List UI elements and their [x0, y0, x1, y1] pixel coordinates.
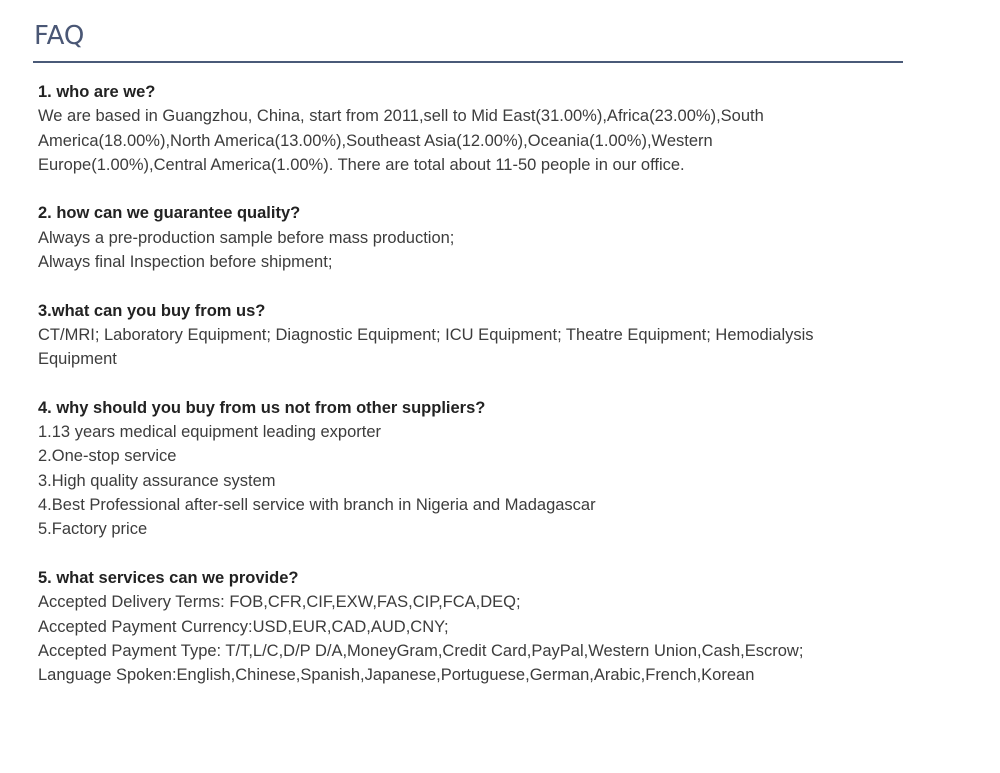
faq-question: 2. how can we guarantee quality?	[38, 204, 301, 223]
faq-answer-line: Always final Inspection before shipment;	[38, 253, 333, 272]
faq-item-quality	[38, 201, 903, 274]
faq-answer-line: CT/MRI; Laboratory Equipment; Diagnostic Equipment; ICU Equipment; Theatre Equipment; Hemodialysis	[38, 325, 814, 344]
faq-answer-line: Europe(1.00%),Central America(1.00%). There are total about 11-50 people in our office.	[38, 155, 685, 174]
faq-answer-line: Always a pre-production sample before mass production;	[38, 228, 455, 247]
faq-answer-line: 2.One-stop service	[38, 447, 177, 466]
faq-question: 1. who are we?	[38, 83, 156, 101]
faq-list	[33, 63, 903, 687]
faq-item-services	[38, 566, 903, 687]
page-title: FAQ	[34, 21, 85, 51]
faq-answer-line: 1.13 years medical equipment leading exporter	[38, 423, 382, 442]
faq-answer-line: Language Spoken:English,Chinese,Spanish,Japanese,Portuguese,German,Arabic,French,Korean	[38, 666, 755, 685]
faq-item-who-are-we	[38, 80, 903, 177]
faq-question: 3.what can you buy from us?	[38, 301, 266, 320]
faq-answer-line: Accepted Delivery Terms: FOB,CFR,CIF,EXW,FAS,CIP,FCA,DEQ;	[38, 593, 521, 612]
faq-answer-line: Accepted Payment Currency:USD,EUR,CAD,AUD,CNY;	[38, 617, 449, 636]
faq-item-why-us	[38, 396, 903, 542]
faq-answer-line: 5.Factory price	[38, 520, 148, 539]
faq-question: 5. what services can we provide?	[38, 568, 299, 587]
faq-answer-line: 3.High quality assurance system	[38, 471, 276, 490]
faq-question: 4. why should you buy from us not from other suppliers?	[38, 398, 486, 417]
faq-answer-line: We are based in Guangzhou, China, start from 2011,sell to Mid East(31.00%),Africa(23.00%),South	[38, 107, 764, 126]
faq-answer-line: Equipment	[38, 350, 117, 369]
faq-section	[33, 14, 903, 712]
faq-answer-line: Accepted Payment Type: T/T,L/C,D/P D/A,MoneyGram,Credit Card,PayPal,Western Union,Cash,Escrow;	[38, 641, 804, 660]
faq-item-products	[38, 299, 903, 372]
faq-answer-line: 4.Best Professional after-sell service with branch in Nigeria and Madagascar	[38, 496, 596, 515]
faq-answer-line: America(18.00%),North America(13.00%),Southeast Asia(12.00%),Oceania(1.00%),Western	[38, 131, 713, 150]
